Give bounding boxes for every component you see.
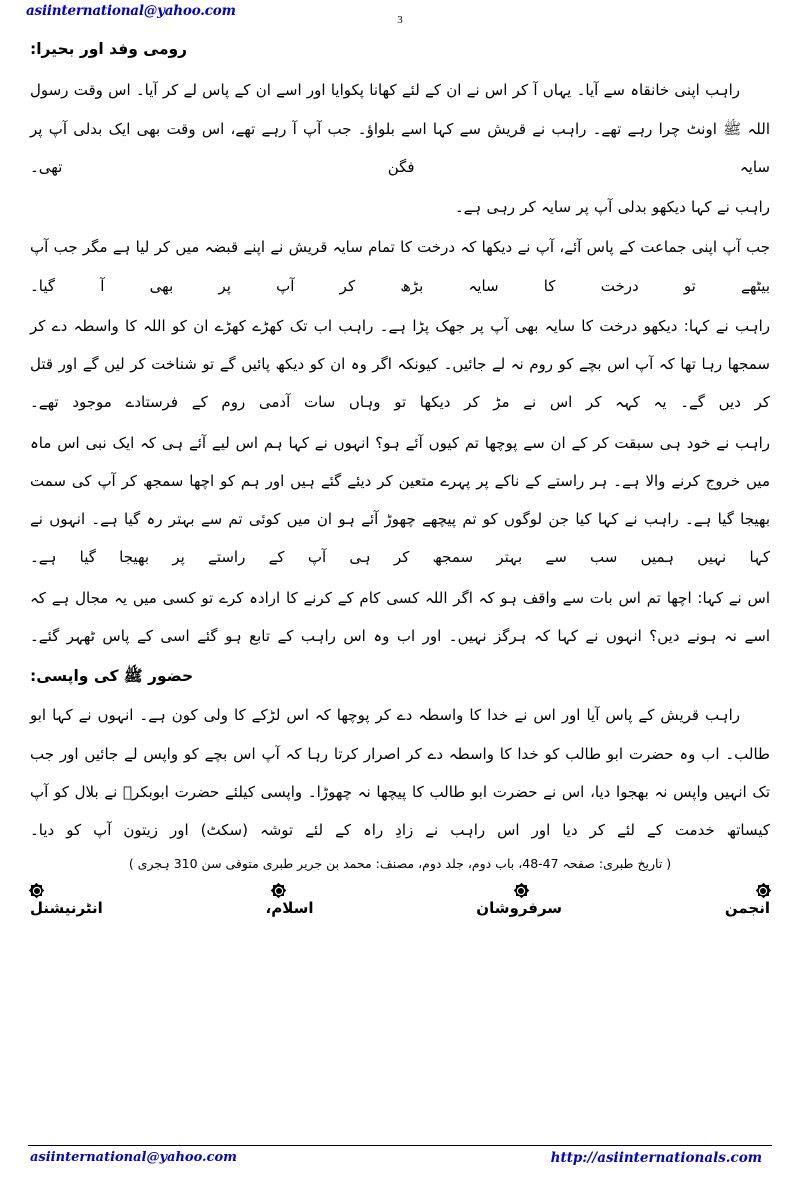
body-paragraph: راہب نے کہا دیکھو بدلی آپ پر سایہ کر رہی ہے۔ <box>454 198 770 216</box>
page-footer <box>28 1145 772 1170</box>
header-email-address[interactable]: asiinternational@yahoo.com <box>26 3 236 19</box>
document-body <box>30 34 770 917</box>
body-paragraph: راہب نے خود ہی سبقت کر کے ان سے پوچھا تم کیوں آئے ہو؟ انہوں نے کہا ہم اس لیے آئے ہی کہ ایک نبی اس ماہ میں خروج کرنے والا ہے۔ ہر راستے کے ناکے پر پہرے متعین کر دیئے گئے ہیں اور ہم کو اچھا سمجھ کر آپ کی سمت بھیجا گیا ہے۔ راہب نے کہا کیا جن لوگوں کو تم پیچھے چھوڑ آئے ہو ان میں کوئی تم سے بہتر رہ گیا ہے۔ انہوں نے کہا نہیں ہمیں سب سے بہتر سمجھ کر ہی آپ کے راستے پر بھیجا گیا ہے۔ <box>30 433 770 567</box>
ornament-divider <box>30 884 770 897</box>
footer-row <box>28 1150 772 1170</box>
section-heading-rumi-delegation: رومی وفد اور بحیرا: <box>30 40 188 58</box>
footer-email-address[interactable]: asiinternational@yahoo.com <box>30 1150 237 1165</box>
section-heading-prophet-return: حضور ﷺ کی واپسی: <box>30 667 194 685</box>
page-header <box>0 0 800 34</box>
body-paragraph: راہب قریش کے پاس آیا اور اس نے خدا کا واسطہ دے کر پوچھا کہ اس لڑکے کا ولی کون ہے۔ انہوں نے کہا ابو طالب۔ اب وہ حضرت ابو طالب کو خدا کا واسطہ دے کر اصرار کرتا رہا کہ آپ اس بچے کو واپس لے جائیں اور جب تک انہیں واپس نہ بھجوا دیا، اس نے حضرت ابو طالب کا پیچھا نہ چھوڑا۔ واپسی کیلئے حضرت ابوبکرؓ نے بلال کو آپ کیساتھ خدمت کے لئے کر دیا اور اس راہب نے زادِ راہ کے لئے توشہ (سکٹ) اور زیتون آپ کو دیا۔ <box>30 706 770 839</box>
body-paragraph: اس نے کہا: اچھا تم اس بات سے واقف ہو کہ اگر اللہ کسی کام کے کرنے کا ارادہ کرے تو کسی میں یہ مجال ہے کہ اسے نہ ہونے دیں؟ انہوں نے کہا کہ ہرگز نہیں۔ اور اب وہ اس راہب کے تابع ہو گئے اسی کے پاس ٹھہر گئے۔ <box>30 588 770 645</box>
source-citation: ( تاریخ طبری: صفحہ 47-48، باب دوم، جلد دوم، مصنف: محمد بن جریر طبری متوفی سن 310 ہجری ) <box>128 856 672 872</box>
eight-pointed-star-icon <box>757 884 770 897</box>
body-paragraph: جب آپ اپنی جماعت کے پاس آئے، آپ نے دیکھا کہ درخت کا تمام سایہ قریش نے اپنے قبضہ میں کر لیا ہے مگر جب آپ بیٹھے تو درخت کا سایہ بڑھ کر آپ پر بھی آ گیا۔ <box>30 238 770 295</box>
footer-website-url[interactable]: http://asiinternationals.com <box>550 1150 762 1166</box>
eight-pointed-star-icon <box>272 884 285 897</box>
organization-name: انجمن سرفروشان اسلام، انٹرنیشنل <box>30 899 770 918</box>
eight-pointed-star-icon <box>515 884 528 897</box>
eight-pointed-star-icon <box>30 884 43 897</box>
body-paragraph: راہب نے کہا: دیکھو درخت کا سایہ بھی آپ پر جھک پڑا ہے۔ راہب اب تک کھڑے کھڑے ان کو اللہ کا واسطہ دے کر سمجھا رہا تھا کہ آپ اس بچے کو روم نہ لے جائیں۔ کیونکہ اگر وہ ان کو دیکھ پائیں گے تو شناخت کر لیں گے اور قتل کر دیں گے۔ یہ کہہ کر اس نے مڑ کر دیکھا تو وہاں سات آدمی روم کے فرستادے موجود تھے۔ <box>30 316 770 412</box>
footer-divider <box>28 1145 772 1146</box>
body-paragraph: راہب اپنی خانقاہ سے آیا۔ یہاں آ کر اس نے ان کے لئے کھانا پکوایا اور اسے ان کے پاس لے کر آیا۔ اس وقت رسول اللہ ﷺ اونٹ چرا رہے تھے۔ راہب نے قریش سے کہا اسے بلواؤ۔ جب آپ آ رہے تھے، اس وقت بھی ایک بدلی آپ پر سایہ فگن تھی۔ <box>30 81 770 176</box>
page-number: 3 <box>397 14 403 26</box>
